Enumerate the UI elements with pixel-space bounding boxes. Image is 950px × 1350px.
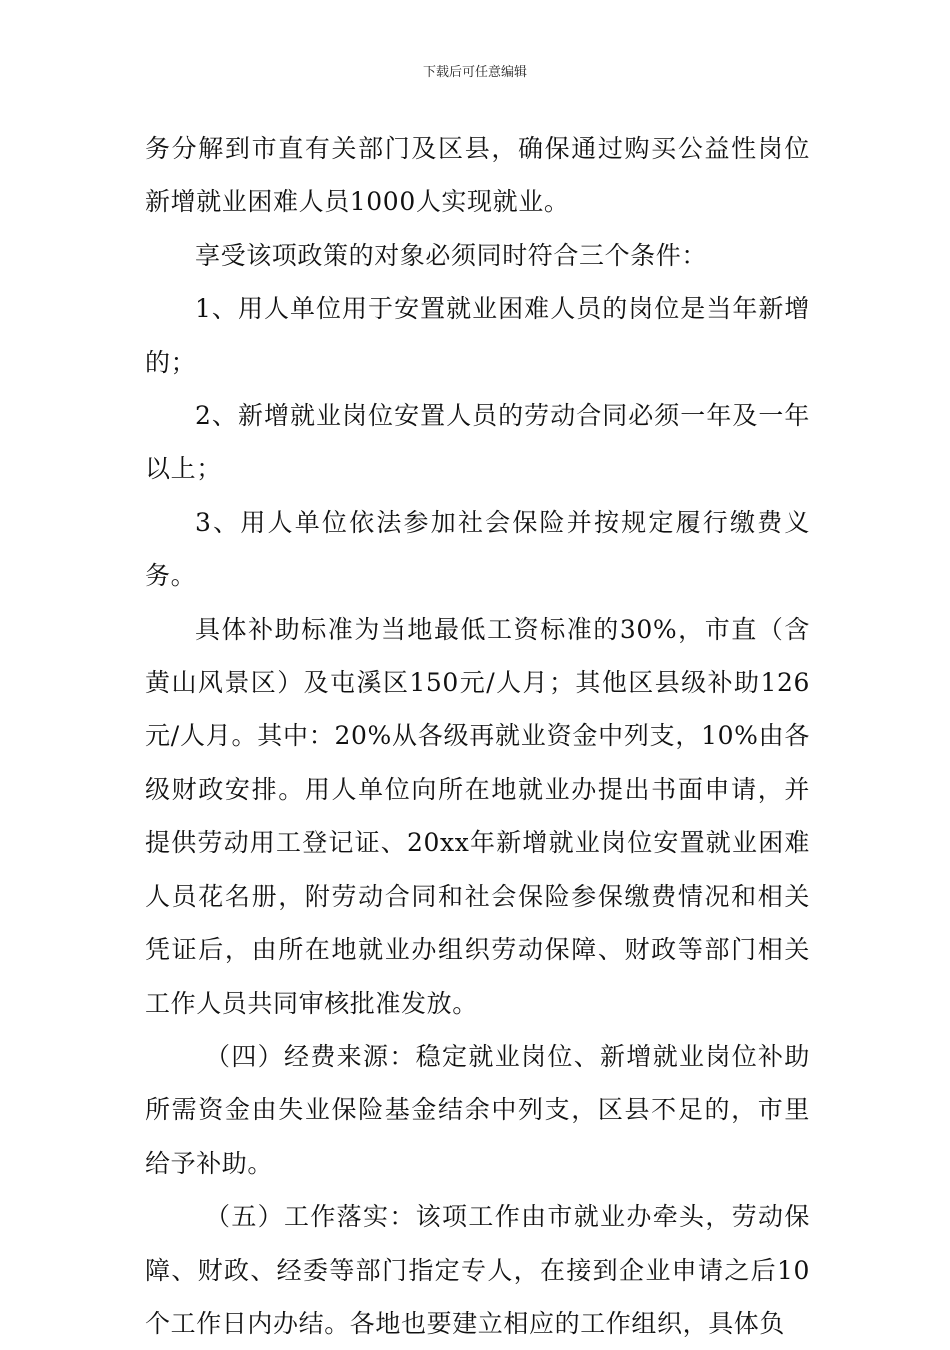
page-header: 下载后可任意编辑	[422, 65, 527, 80]
paragraph-funding-source: （四）经费来源：稳定就业岗位、新增就业岗位补助所需资金由失业保险基金结余中列支，区县不足的，市里给予补助。	[145, 1041, 810, 1178]
document-body	[145, 122, 810, 1350]
paragraph-work-implementation: （五）工作落实：该项工作由市就业办牵头，劳动保障、财政、经委等部门指定专人，在接到企业申请之后10个工作日内办结。各地也要建立相应的工作组织，具体负	[145, 1202, 810, 1338]
paragraph-condition-3: 3、用人单位依法参加社会保险并按规定履行缴费义务。	[145, 507, 810, 591]
paragraph-conditions-intro: 享受该项政策的对象必须同时符合三个条件：	[195, 240, 708, 270]
paragraph-condition-1: 1、用人单位用于安置就业困难人员的岗位是当年新增的；	[145, 294, 810, 377]
paragraph-condition-2: 2、新增就业岗位安置人员的劳动合同必须一年及一年以上；	[145, 401, 810, 484]
paragraph-continuation: 务分解到市直有关部门及区县，确保通过购买公益性岗位新增就业困难人员1000人实现就业。	[145, 134, 810, 217]
paragraph-subsidy-standard: 具体补助标准为当地最低工资标准的30%，市直（含黄山风景区）及屯溪区150元/人月；其他区县级补助126元/人月。其中：20%从各级再就业资金中列支，10%由各级财政安排。用人单位向所在地就业办提出书面申请，并提供劳动用工登记证、20xx年新增就业岗位安置就业困难人员花名册，附劳动合同和社会保险参保缴费情况和相关凭证后，由所在地就业办组织劳动保障、财政等部门相关工作人员共同审核批准发放。	[145, 614, 810, 1018]
